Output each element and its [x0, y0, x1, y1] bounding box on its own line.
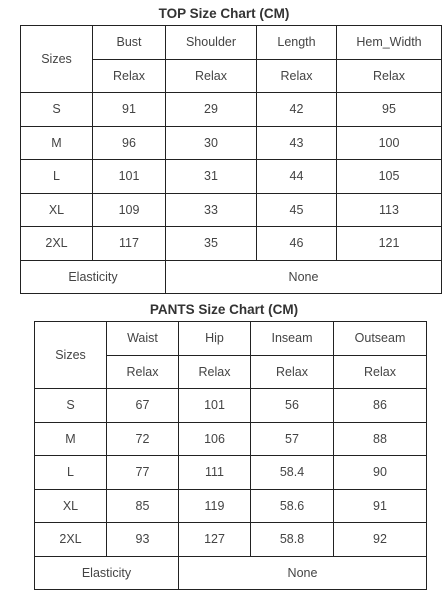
pants-size-chart-table [34, 321, 427, 590]
column-header-inseam: Inseam [251, 322, 334, 356]
size-cell: 2XL [35, 523, 107, 557]
table-header-row [35, 322, 427, 356]
value-cell: 77 [107, 456, 179, 490]
table-header-row [21, 26, 442, 60]
value-cell: 95 [337, 93, 442, 127]
value-cell: 45 [257, 193, 337, 227]
column-header-waist: Waist [107, 322, 179, 356]
value-cell: 92 [334, 523, 427, 557]
value-cell: 44 [257, 160, 337, 194]
value-cell: 35 [166, 227, 257, 261]
top-size-chart-table [20, 25, 442, 294]
table-row [35, 422, 427, 456]
table-row [35, 489, 427, 523]
size-cell: M [35, 422, 107, 456]
value-cell: 46 [257, 227, 337, 261]
table-row [35, 456, 427, 490]
value-cell: 31 [166, 160, 257, 194]
value-cell: 42 [257, 93, 337, 127]
top-size-chart-title: TOP Size Chart (CM) [158, 6, 290, 21]
fit-cell: Relax [166, 59, 257, 93]
size-cell: M [21, 126, 93, 160]
value-cell: 119 [179, 489, 251, 523]
value-cell: 117 [93, 227, 166, 261]
value-cell: 105 [337, 160, 442, 194]
elasticity-label: Elasticity [21, 260, 166, 294]
column-header-length: Length [257, 26, 337, 60]
sizes-header: Sizes [21, 26, 93, 93]
table-row [35, 389, 427, 423]
table-row [21, 193, 442, 227]
column-header-outseam: Outseam [334, 322, 427, 356]
value-cell: 85 [107, 489, 179, 523]
value-cell: 101 [93, 160, 166, 194]
value-cell: 29 [166, 93, 257, 127]
table-row [21, 126, 442, 160]
value-cell: 88 [334, 422, 427, 456]
value-cell: 67 [107, 389, 179, 423]
value-cell: 30 [166, 126, 257, 160]
value-cell: 106 [179, 422, 251, 456]
size-cell: L [21, 160, 93, 194]
elasticity-value: None [166, 260, 442, 294]
size-cell: S [21, 93, 93, 127]
fit-cell: Relax [337, 59, 442, 93]
elasticity-value: None [179, 556, 427, 590]
value-cell: 58.4 [251, 456, 334, 490]
fit-cell: Relax [257, 59, 337, 93]
value-cell: 127 [179, 523, 251, 557]
value-cell: 43 [257, 126, 337, 160]
table-row [21, 160, 442, 194]
value-cell: 58.8 [251, 523, 334, 557]
value-cell: 121 [337, 227, 442, 261]
table-row [21, 227, 442, 261]
value-cell: 100 [337, 126, 442, 160]
column-header-hip: Hip [179, 322, 251, 356]
fit-cell: Relax [107, 355, 179, 389]
value-cell: 72 [107, 422, 179, 456]
value-cell: 58.6 [251, 489, 334, 523]
value-cell: 96 [93, 126, 166, 160]
fit-cell: Relax [93, 59, 166, 93]
value-cell: 101 [179, 389, 251, 423]
value-cell: 113 [337, 193, 442, 227]
table-row [35, 523, 427, 557]
size-cell: XL [35, 489, 107, 523]
pants-size-chart-title: PANTS Size Chart (CM) [149, 302, 299, 317]
fit-cell: Relax [251, 355, 334, 389]
sizes-header: Sizes [35, 322, 107, 389]
value-cell: 90 [334, 456, 427, 490]
value-cell: 91 [334, 489, 427, 523]
elasticity-label: Elasticity [35, 556, 179, 590]
value-cell: 56 [251, 389, 334, 423]
fit-cell: Relax [179, 355, 251, 389]
table-row [21, 93, 442, 127]
size-cell: S [35, 389, 107, 423]
size-cell: 2XL [21, 227, 93, 261]
column-header-shoulder: Shoulder [166, 26, 257, 60]
value-cell: 91 [93, 93, 166, 127]
value-cell: 111 [179, 456, 251, 490]
value-cell: 57 [251, 422, 334, 456]
fit-cell: Relax [334, 355, 427, 389]
value-cell: 33 [166, 193, 257, 227]
value-cell: 86 [334, 389, 427, 423]
elasticity-row [35, 556, 427, 590]
size-cell: L [35, 456, 107, 490]
column-header-bust: Bust [93, 26, 166, 60]
value-cell: 93 [107, 523, 179, 557]
elasticity-row [21, 260, 442, 294]
column-header-hem-width: Hem_Width [337, 26, 442, 60]
size-cell: XL [21, 193, 93, 227]
value-cell: 109 [93, 193, 166, 227]
